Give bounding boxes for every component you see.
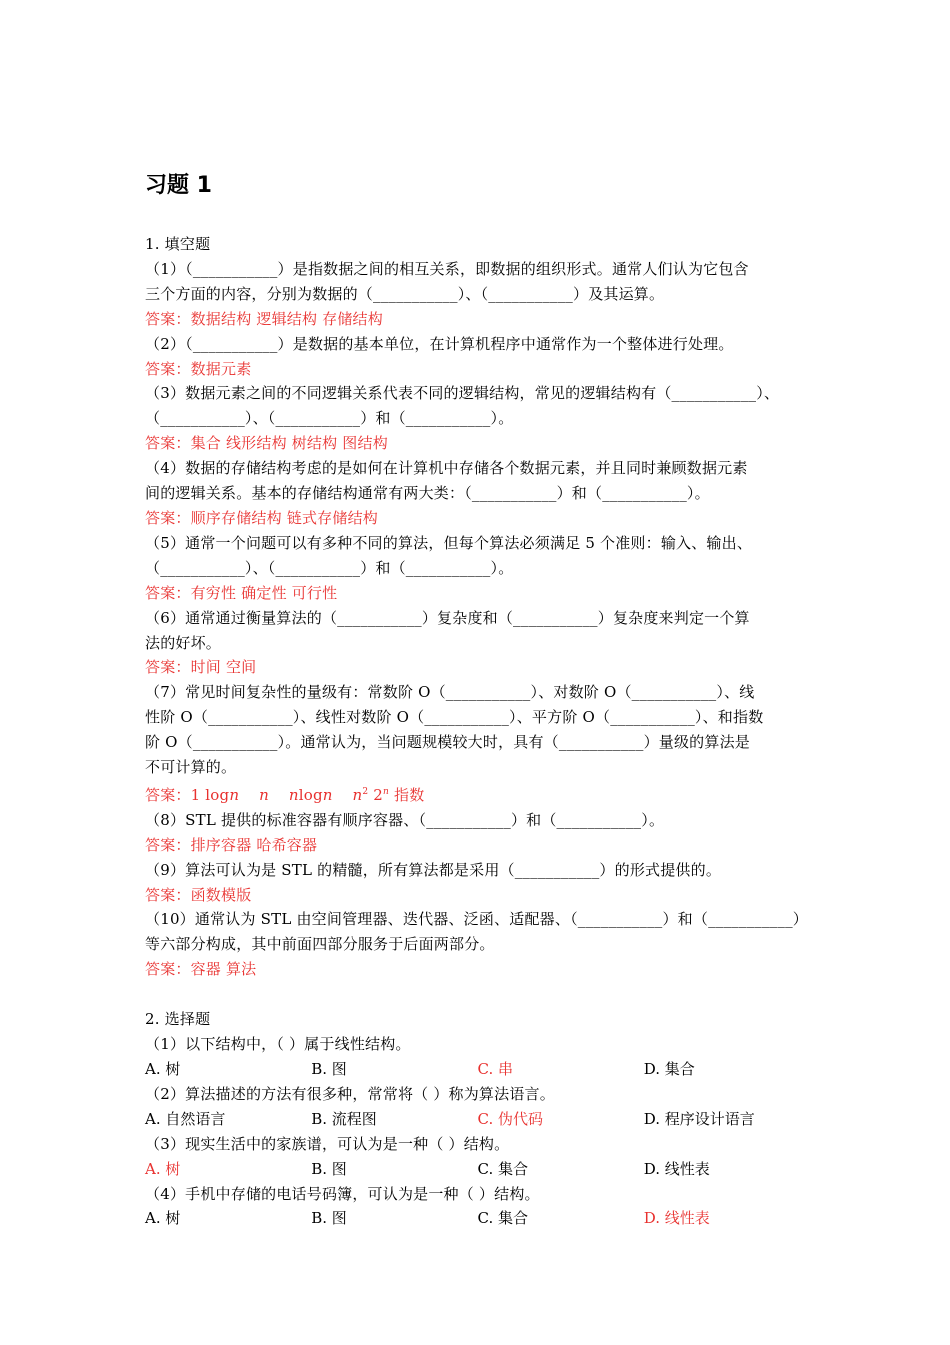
answer-7-exp1: 2 — [362, 786, 369, 797]
question-7-line-1: （7）常见时间复杂性的量级有：常数阶 O（___________）、对数阶 O（___________）、线 — [145, 683, 755, 702]
answer-8: 答案：排序容器 哈希容器 — [145, 835, 318, 854]
answer-7-exp2: n — [383, 786, 390, 797]
question-4-line-2: 间的逻辑关系。基本的存储结构通常有两大类：（___________）和（___________）。 — [145, 484, 710, 503]
option-4-a: A. 树 — [145, 1209, 181, 1228]
option-3-b: B. 图 — [311, 1159, 347, 1178]
question-10-line-1: （10）通常认为 STL 由空间管理器、迭代器、泛函、适配器、（___________）和（___________） — [145, 910, 808, 929]
answer-7-prefix: 答案：1 log — [145, 785, 230, 804]
question-1-line-1: （1）（___________）是指数据之间的相互关系，即数据的组织形式。通常人们认为它包含 — [145, 259, 749, 278]
answer-7-log2: log — [298, 785, 323, 804]
question-2: （2）（___________）是数据的基本单位，在计算机程序中通常作为一个整体进行处理。 — [145, 334, 734, 353]
exercise-content — [145, 232, 810, 1231]
answer-1: 答案：数据结构 逻辑结构 存储结构 — [145, 309, 383, 328]
question-5-line-2: （___________）、（___________）和（___________）。 — [145, 558, 514, 577]
choice-options-3 — [145, 1157, 810, 1182]
answer-7-n5: n — [352, 785, 363, 804]
answer-5: 答案：有穷性 确定性 可行性 — [145, 583, 338, 602]
question-7-line-4: 不可计算的。 — [145, 758, 237, 777]
option-1-a: A. 树 — [145, 1060, 181, 1078]
option-2-c: C. 伪代码 — [477, 1109, 543, 1128]
question-5-line-1: （5）通常一个问题可以有多种不同的算法，但每个算法必须满足 5 个准则：输入、输出、 — [145, 533, 753, 552]
answer-10: 答案：容器 算法 — [145, 960, 257, 979]
question-4-line-1: （4）数据的存储结构考虑的是如何在计算机中存储各个数据元素，并且同时兼顾数据元素 — [145, 459, 748, 478]
answer-7-n3: n — [288, 785, 299, 804]
choice-question-2: （2）算法描述的方法有很多种，常常将（ ）称为算法语言。 — [145, 1084, 555, 1103]
question-6-line-1: （6）通常通过衡量算法的（___________）复杂度和（___________）复杂度来判定一个算 — [145, 608, 750, 627]
choice-options-1 — [145, 1057, 810, 1082]
choice-options-2 — [145, 1107, 810, 1132]
answer-3: 答案：集合 线形结构 树结构 图结构 — [145, 434, 388, 453]
option-1-c: C. 串 — [477, 1060, 513, 1078]
choice-options-4 — [145, 1206, 810, 1231]
choice-question-3: （3）现实生活中的家族谱，可认为是一种（ ）结构。 — [145, 1134, 510, 1153]
fill-section-heading: 1. 填空题 — [145, 235, 211, 253]
question-9: （9）算法可认为是 STL 的精髓，所有算法都是采用（___________）的形式提供的。 — [145, 860, 722, 879]
option-2-a: A. 自然语言 — [145, 1109, 226, 1128]
option-2-b: B. 流程图 — [311, 1109, 377, 1128]
answer-6: 答案：时间 空间 — [145, 658, 257, 677]
question-8: （8）STL 提供的标准容器有顺序容器、（___________）和（___________）。 — [145, 810, 665, 829]
choice-question-1: （1）以下结构中，（ ）属于线性结构。 — [145, 1035, 411, 1054]
option-1-b: B. 图 — [311, 1060, 347, 1078]
option-4-c: C. 集合 — [477, 1209, 528, 1228]
question-3-line-1: （3）数据元素之间的不同逻辑关系代表不同的逻辑结构，常见的逻辑结构有（___________）、 — [145, 384, 780, 403]
question-3-line-2: （___________）、（___________）和（___________）。 — [145, 409, 514, 428]
answer-9: 答案：函数模版 — [145, 885, 252, 904]
option-1-d: D. 集合 — [643, 1060, 695, 1078]
option-3-d: D. 线性表 — [643, 1159, 710, 1178]
answer-7 — [145, 780, 810, 808]
choice-question-4: （4）手机中存储的电话号码簿，可认为是一种（ ）结构。 — [145, 1184, 540, 1203]
choice-section-heading: 2. 选择题 — [145, 1010, 211, 1029]
option-2-d: D. 程序设计语言 — [643, 1109, 755, 1128]
question-7-line-2: 性阶 O（___________）、线性对数阶 O（___________）、平方阶 O（___________）、和指数 — [145, 708, 764, 727]
answer-7-n2: n — [259, 785, 269, 804]
option-4-d: D. 线性表 — [643, 1209, 710, 1228]
choice-questions — [145, 1032, 810, 1231]
option-3-a: A. 树 — [145, 1159, 181, 1178]
question-10-line-2: 等六部分构成，其中前面四部分服务于后面两部分。 — [145, 935, 495, 954]
answer-7-n4: n — [322, 785, 333, 804]
option-4-b: B. 图 — [311, 1209, 347, 1228]
question-1-line-2: 三个方面的内容，分别为数据的（___________）、（___________）及其运算。 — [145, 284, 665, 303]
answer-4: 答案：顺序存储结构 链式存储结构 — [145, 508, 378, 527]
question-7-line-3: 阶 O（___________）。通常认为，当问题规模较大时，具有（___________）量级的算法是 — [145, 733, 750, 752]
answer-7-suffix: 指数 — [389, 785, 425, 804]
answer-7-two: 2 — [368, 785, 384, 804]
option-3-c: C. 集合 — [477, 1159, 528, 1178]
section-gap — [145, 982, 810, 1007]
page-title: 习题 1 — [145, 173, 212, 198]
answer-7-n1: n — [229, 785, 240, 804]
question-6-line-2: 法的好坏。 — [145, 633, 222, 652]
answer-2: 答案：数据元素 — [145, 359, 252, 378]
